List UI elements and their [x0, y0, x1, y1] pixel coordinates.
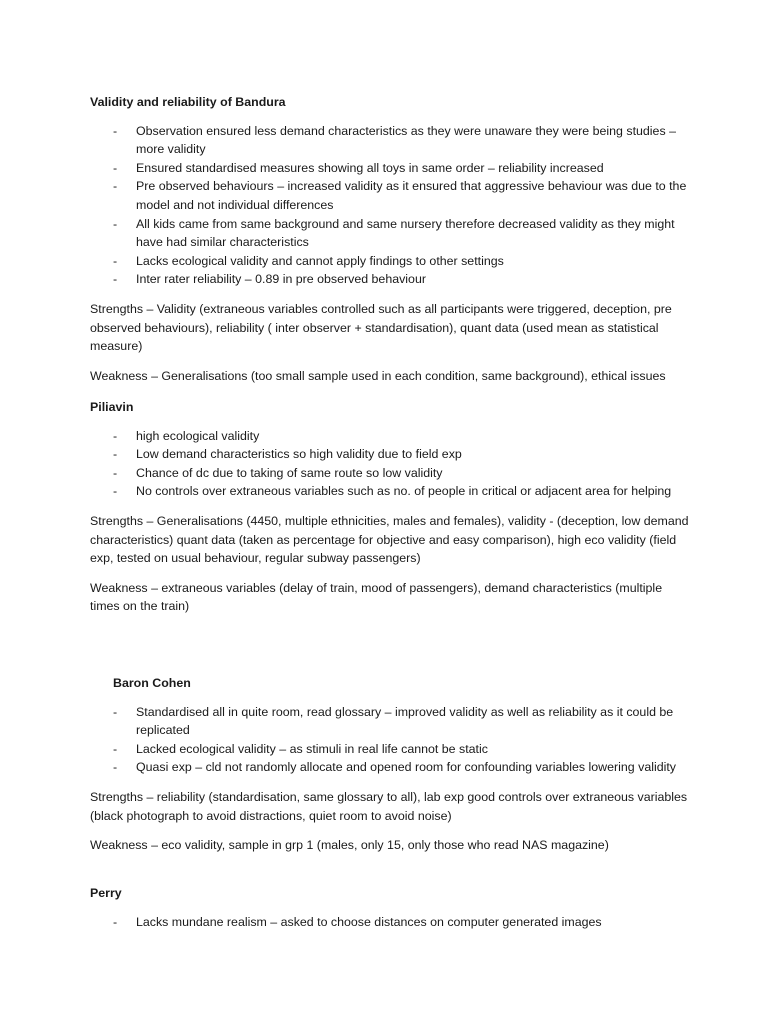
- list-item: - high ecological validity: [90, 427, 690, 446]
- list-item: - Low demand characteristics so high validity due to field exp: [90, 445, 690, 464]
- section-bandura: [90, 93, 690, 385]
- perry-bullet-list: [90, 913, 690, 932]
- list-item: - Inter rater reliability – 0.89 in pre observed behaviour: [90, 270, 690, 289]
- list-item: - Observation ensured less demand characteristics as they were unaware they were being studies – more validity: [90, 122, 690, 159]
- heading-baron-cohen: Baron Cohen: [113, 676, 191, 690]
- list-item: - Lacks ecological validity and cannot apply findings to other settings: [90, 252, 690, 271]
- heading-perry: Perry: [90, 886, 122, 900]
- section-baron-cohen: [90, 674, 690, 855]
- bandura-bullet-list: [90, 122, 690, 289]
- list-item: - Ensured standardised measures showing all toys in same order – reliability increased: [90, 159, 690, 178]
- list-item: - Standardised all in quite room, read glossary – improved validity as well as reliability as it could be replicated: [90, 703, 690, 740]
- piliavin-bullet-list: [90, 427, 690, 501]
- list-item: - Lacks mundane realism – asked to choose distances on computer generated images: [90, 913, 690, 932]
- section-piliavin: [90, 398, 690, 616]
- baron-cohen-bullet-list: [90, 703, 690, 777]
- baron-cohen-weakness: Weakness – eco validity, sample in grp 1 (males, only 15, only those who read NAS magazine): [90, 838, 609, 853]
- heading-bandura: Validity and reliability of Bandura: [90, 95, 286, 109]
- piliavin-weakness: Weakness – extraneous variables (delay of train, mood of passengers), demand characteristics (multiple times on the train): [90, 580, 663, 614]
- list-item: - No controls over extraneous variables such as no. of people in critical or adjacent area for helping: [90, 482, 690, 501]
- section-perry: [90, 884, 690, 931]
- heading-piliavin: Piliavin: [90, 400, 134, 414]
- list-item: - Chance of dc due to taking of same route so low validity: [90, 464, 690, 483]
- piliavin-strengths: Strengths – Generalisations (4450, multiple ethnicities, males and females), validity - (deception, low demand characteristics) quant data (taken as percentage for objective and easy comparison), high eco validity (field exp, tested on usual behaviour, regular subway passengers): [90, 513, 689, 566]
- list-item: - All kids came from same background and same nursery therefore decreased validity as they might have had similar characteristics: [90, 215, 690, 252]
- list-item: - Quasi exp – cld not randomly allocate and opened room for confounding variables lowering validity: [90, 758, 690, 777]
- list-item: - Pre observed behaviours – increased validity as it ensured that aggressive behaviour was due to the model and not individual differences: [90, 177, 690, 214]
- baron-cohen-strengths: Strengths – reliability (standardisation, same glossary to all), lab exp good controls over extraneous variables (black photograph to avoid distractions, quiet room to avoid noise): [90, 789, 688, 823]
- list-item: - Lacked ecological validity – as stimuli in real life cannot be static: [90, 740, 690, 759]
- bandura-weakness: Weakness – Generalisations (too small sample used in each condition, same background), ethical issues: [90, 368, 666, 383]
- bandura-strengths: Strengths – Validity (extraneous variables controlled such as all participants were triggered, deception, pre observed behaviours), reliability ( inter observer + standardisation), quant data (used mean as statistical measure): [90, 301, 672, 354]
